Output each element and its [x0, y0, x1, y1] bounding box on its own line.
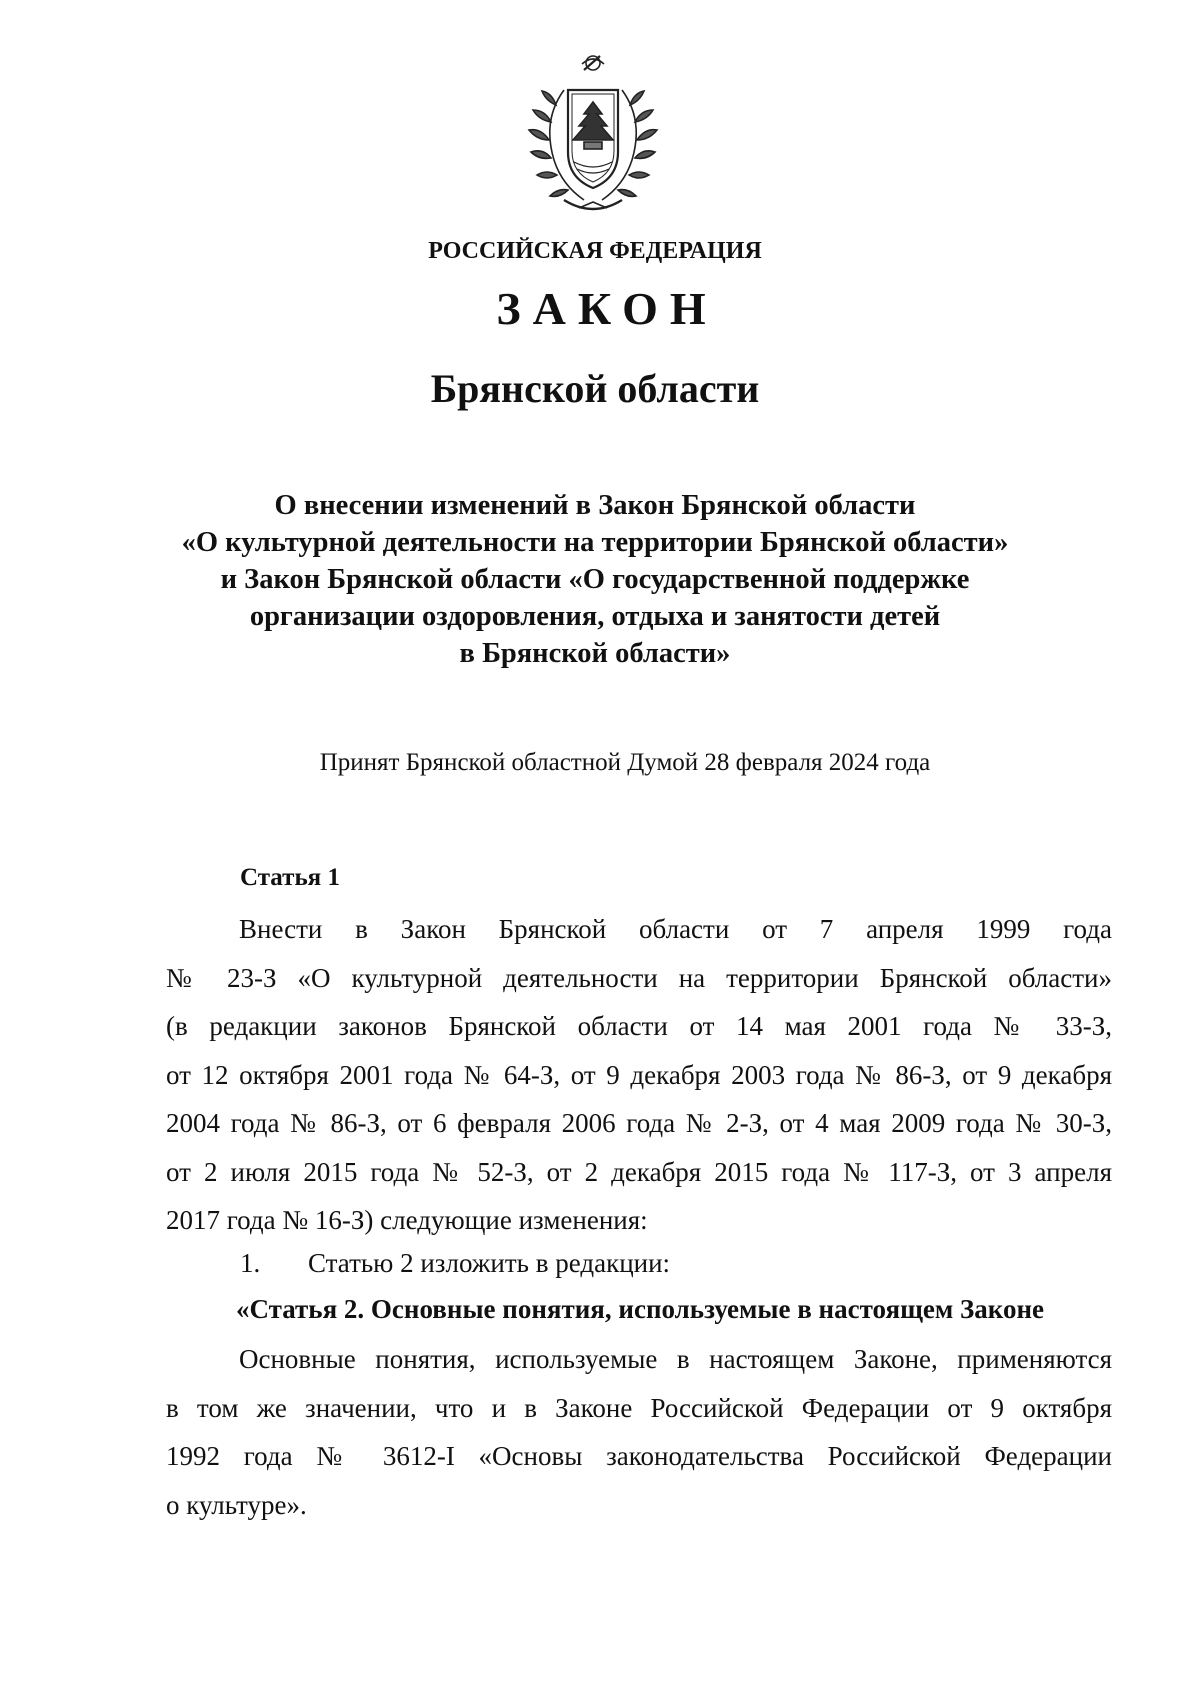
coat-of-arms-icon [524, 50, 662, 220]
region-name: Брянской области [430, 366, 760, 411]
article-1-paragraph [166, 905, 1112, 1245]
article-2-heading: «Статья 2. Основные понятия, используемые в настоящем Законе [236, 1294, 1044, 1324]
list-item [240, 1248, 670, 1279]
paragraph-line: Внести в Закон Брянской области от 7 апреля 1999 года [239, 914, 1112, 944]
law-title-line: О внесении изменений в Закон Брянской области [274, 490, 916, 521]
law-title [150, 487, 1040, 672]
article-2-paragraph [166, 1335, 1112, 1529]
law-title-line: организации оздоровления, отдыха и занятости детей [249, 601, 941, 632]
list-item-number: 1. [240, 1248, 261, 1278]
law-title-line: в Брянской области» [459, 638, 731, 669]
paragraph-line: в том же значении, что и в Законе Российской Федерации от 9 октября [166, 1392, 1112, 1423]
paragraph-line: (в редакции законов Брянской области от 14 мая 2001 года № 33-З, [166, 1011, 1112, 1041]
paragraph-line: 2017 года № 16-З) следующие изменения: [166, 1205, 648, 1235]
paragraph-line: 1992 года № 3612-I «Основы законодательства Российской Федерации [166, 1441, 1112, 1471]
document-type: ЗАКОН [496, 283, 718, 334]
paragraph-line: от 12 октября 2001 года № 64-З, от 9 декабря 2003 года № 86-З, от 9 декабря [166, 1059, 1112, 1090]
country-name: РОССИЙСКАЯ ФЕДЕРАЦИЯ [428, 238, 762, 264]
paragraph-line: № 23-З «О культурной деятельности на территории Брянской области» [166, 962, 1112, 993]
list-item-text: Статью 2 изложить в редакции: [308, 1248, 671, 1278]
paragraph-line: 2004 года № 86-З, от 6 февраля 2006 года № 2-З, от 4 мая 2009 года № 30-З, [166, 1108, 1112, 1138]
law-title-line: «О культурной деятельности на территории Брянской области» [181, 527, 1009, 558]
paragraph-line: о культуре». [166, 1489, 307, 1520]
paragraph-line: от 2 июля 2015 года № 52-З, от 2 декабря 2015 года № 117-З, от 3 апреля [166, 1156, 1112, 1187]
adoption-note: Принят Брянской областной Думой 28 февраля 2024 года [319, 749, 931, 776]
paragraph-line: Основные понятия, используемые в настоящем Законе, применяются [239, 1344, 1112, 1374]
law-title-line: и Закон Брянской области «О государственной поддержке [220, 564, 970, 595]
article-1-heading: Статья 1 [240, 864, 340, 891]
